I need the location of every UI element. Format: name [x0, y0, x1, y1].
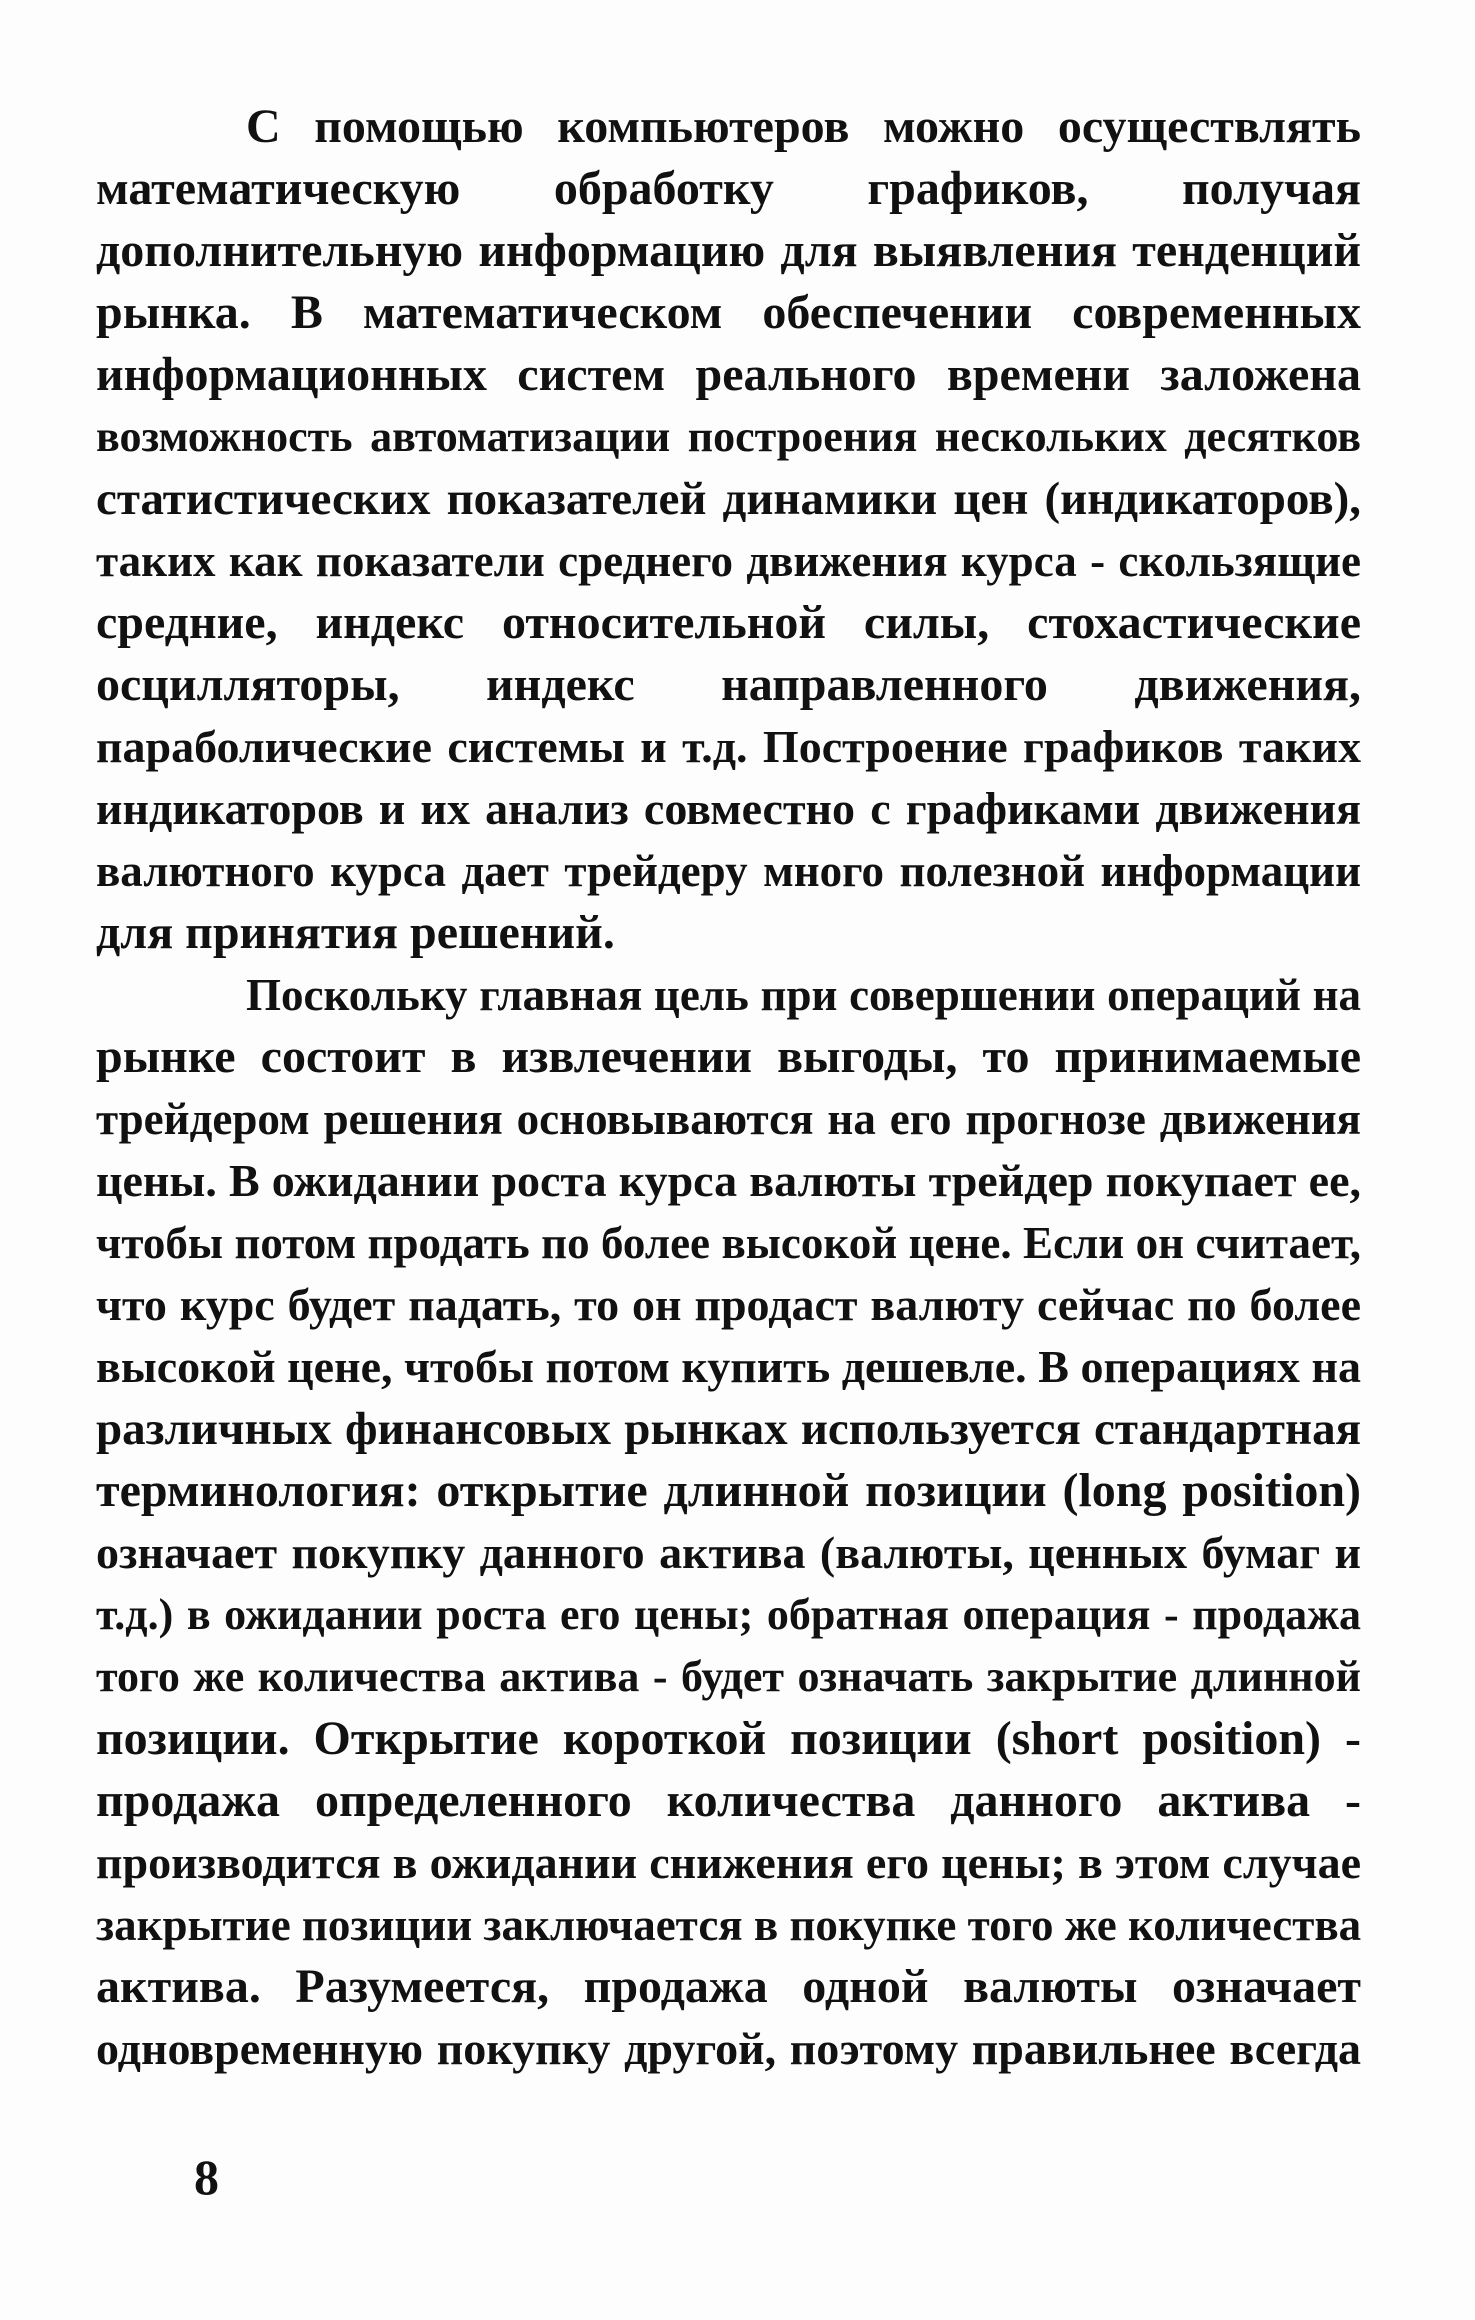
- page-number: 8: [194, 2149, 219, 2205]
- text-line: закрытие позиции заключается в покупке того же количества: [96, 1900, 1361, 1950]
- text-line: т.д.) в ожидании роста его цены; обратная операция - продажа: [96, 1590, 1361, 1639]
- text-line: возможность автоматизации построения нескольких десятков: [96, 412, 1361, 461]
- text-line: чтобы потом продать по более высокой цене. Если он считает,: [96, 1218, 1361, 1268]
- text-line: одновременную покупку другой, поэтому правильнее всегда: [96, 2023, 1361, 2074]
- text-line: средние, индекс относительной силы, стохастические: [96, 596, 1361, 649]
- text-line: трейдером решения основываются на его прогнозе движения: [96, 1094, 1361, 1144]
- text-line: параболические системы и т.д. Построение графиков таких: [96, 721, 1361, 772]
- text-line: терминология: открытие длинной позиции (long position): [96, 1464, 1361, 1517]
- body-text: [96, 96, 1361, 2080]
- text-line: осцилляторы, индекс направленного движения,: [96, 658, 1361, 711]
- text-line: высокой цене, чтобы потом купить дешевле. В операциях на: [96, 1341, 1361, 1392]
- text-line: Поскольку главная цель при совершении операций на: [246, 970, 1361, 1020]
- text-line: валютного курса дает трейдеру много полезной информации: [96, 846, 1361, 896]
- text-line: того же количества актива - будет означать закрытие длинной: [96, 1652, 1361, 1701]
- text-line: позиции. Открытие короткой позиции (short position) -: [96, 1712, 1361, 1765]
- text-line: для принятия решений.: [96, 906, 615, 959]
- text-line: С помощью компьютеров можно осуществлять: [246, 100, 1361, 153]
- text-line: что курс будет падать, то он продаст валюту сейчас по более: [96, 1279, 1361, 1330]
- text-line: таких как показатели среднего движения курса - скользящие: [96, 536, 1361, 586]
- text-line: статистических показателей динамики цен (индикаторов),: [96, 473, 1361, 525]
- text-line: рынка. В математическом обеспечении современных: [96, 286, 1361, 339]
- text-line: производится в ожидании снижения его цены; в этом случае: [96, 1837, 1361, 1888]
- text-line: рынке состоит в извлечении выгоды, то принимаемые: [96, 1030, 1361, 1083]
- text-line: информационных систем реального времени заложена: [96, 348, 1361, 401]
- text-line: различных финансовых рынках используется стандартная: [96, 1403, 1361, 1455]
- text-line: продажа определенного количества данного актива -: [96, 1774, 1361, 1827]
- text-line: дополнительную информацию для выявления тенденций: [96, 224, 1361, 277]
- text-line: означает покупку данного актива (валюты, ценных бумаг и: [96, 1527, 1361, 1578]
- text-line: индикаторов и их анализ совместно с графиками движения: [96, 783, 1361, 834]
- text-line: цены. В ожидании роста курса валюты трейдер покупает ее,: [96, 1155, 1361, 1206]
- text-line: математическую обработку графиков, получая: [96, 162, 1361, 215]
- text-line: актива. Разумеется, продажа одной валюты означает: [96, 1960, 1361, 2013]
